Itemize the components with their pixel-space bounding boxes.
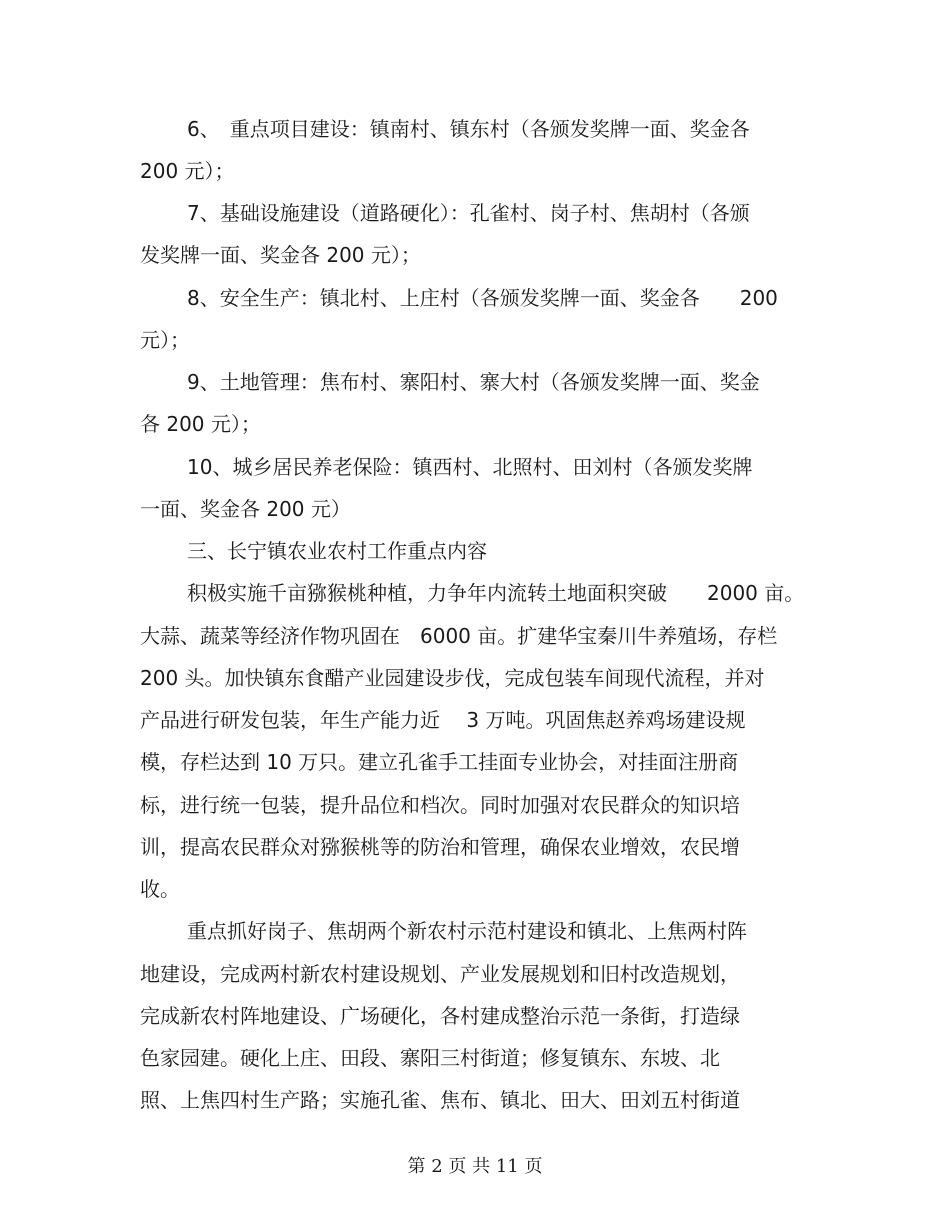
text-line: 一面、奖金各 200 元） [140,497,351,521]
text-line: 大蒜、蔬菜等经济作物巩固在 6000 亩。扩建华宝秦川牛养殖场，存栏 [140,624,778,648]
text-line: 7、基础设施建设（道路硬化）：孔雀村、岗子村、焦胡村（各颁 [187,201,750,225]
text-line: 重点抓好岗子、焦胡两个新农村示范村建设和镇北、上焦两村阵 [187,919,747,943]
text-line: 产品进行研发包装，年生产能力近 3 万吨。巩固焦赵养鸡场建设规 [140,708,746,732]
text-line: 200 头。加快镇东食醋产业园建设步伐，完成包装车间现代流程，并对 [140,666,765,690]
text-line: 6、 重点项目建设：镇南村、镇东村（各颁发奖牌一面、奖金各 [187,117,750,141]
text-line: 模，存栏达到 10 万只。建立孔雀手工挂面专业协会，对挂面注册商 [140,750,739,774]
text-line: 9、土地管理：焦布村、寨阳村、寨大村（各颁发奖牌一面、奖金 [187,370,760,394]
text-line: 地建设，完成两村新农村建设规划、产业发展规划和旧村改造规划， [140,962,740,986]
text-line: 积极实施千亩猕猴桃种植，力争年内流转土地面积突破 2000 亩。 [187,581,805,605]
text-line: 照、上焦四村生产路；实施孔雀、焦布、镇北、田大、田刘五村街道 [140,1088,740,1112]
text-line: 收。 [140,877,180,901]
text-line: 色家园建。硬化上庄、田段、寨阳三村街道；修复镇东、东坡、北 [140,1046,720,1070]
section-heading: 三、长宁镇农业农村工作重点内容 [187,539,487,563]
text-line: 标，进行统一包装，提升品位和档次。同时加强对农民群众的知识培 [140,793,740,817]
text-line: 元）； [140,328,190,352]
text-line: 完成新农村阵地建设、广场硬化，各村建成整治示范一条街，打造绿 [140,1004,740,1028]
text-line: 10、城乡居民养老保险：镇西村、北照村、田刘村（各颁发奖牌 [187,455,753,479]
text-line: 200 元）； [140,159,235,183]
text-line: 发奖牌一面、奖金各 200 元）； [140,243,421,267]
text-line: 8、安全生产：镇北村、上庄村（各颁发奖牌一面、奖金各 200 [187,286,778,310]
text-line: 各 200 元）； [140,412,261,436]
page-number-footer: 第 2 页 共 11 页 [407,1156,543,1177]
text-line: 训，提高农民群众对猕猴桃等的防治和管理，确保农业增效，农民增 [140,835,740,859]
